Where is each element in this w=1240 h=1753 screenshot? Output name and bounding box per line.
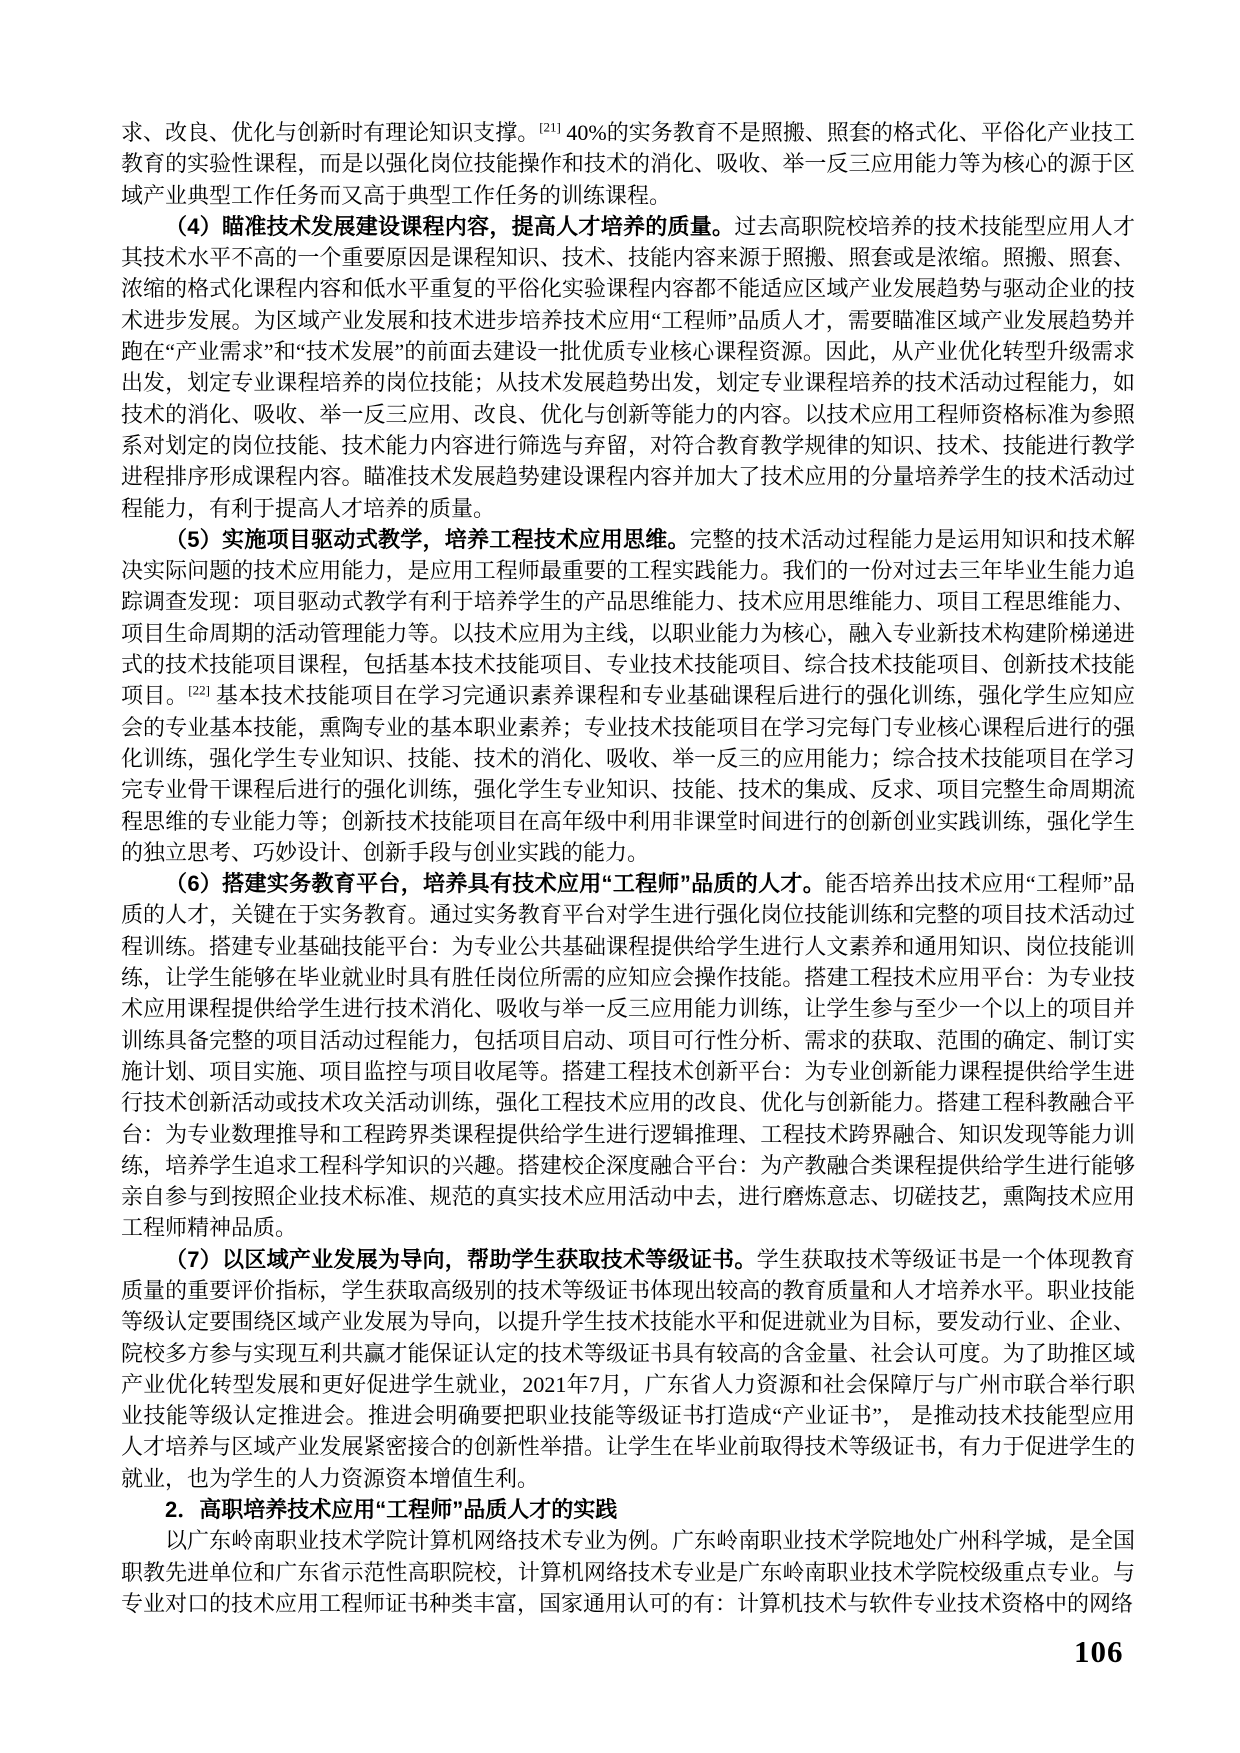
body-text-run: 40%的实务教育不是照搬、照套的格式化、平俗化产业技工教育的实验性课程，而是以强化岗位技能操作和技术的消化、吸收、举一反三应用能力等为核心的源于区域产业典型工作任务而又高于典型工作任务的训练课程。	[121, 120, 1135, 208]
article-body	[121, 117, 1135, 1619]
bold-lead-text: （7）以区域产业发展为导向，帮助学生获取技术等级证书。	[165, 1246, 757, 1272]
page-content	[121, 117, 1135, 1619]
body-text-run: 能否培养出技术应用“工程师”品质的人才，关键在于实务教育。通过实务教育平台对学生进行强化岗位技能训练和完整的项目技术活动过程训练。搭建专业基础技能平台：为专业公共基础课程提供给学生进行人文素养和通用知识、岗位技能训练，让学生能够在毕业就业时具有胜任岗位所需的应知应会操作技能。搭建工程技术应用平台：为专业技术应用课程提供给学生进行技术消化、吸收与举一反三应用能力训练，让学生参与至少一个以上的项目并训练具备完整的项目活动过程能力，包括项目启动、项目可行性分析、需求的获取、范围的确定、制订实施计划、项目实施、项目监控与项目收尾等。搭建工程技术创新平台：为专业创新能力课程提供给学生进行技术创新活动或技术攻关活动训练，强化工程技术应用的改良、优化与创新能力。搭建工程科教融合平台：为专业数理推导和工程跨界类课程提供给学生进行逻辑推理、工程技术跨界融合、知识发现等能力训练，培养学生追求工程科学知识的兴趣。搭建校企深度融合平台：为产教融合类课程提供给学生进行能够亲自参与到按照企业技术标准、规范的真实技术应用活动中去，进行磨炼意志、切磋技艺，熏陶技术应用工程师精神品质。	[121, 871, 1136, 1241]
bold-lead-text: 2．高职培养技术应用“工程师”品质人才的实践	[165, 1497, 618, 1523]
bold-lead-text: （4）瞄准技术发展建设课程内容，提高人才培养的质量。	[165, 213, 735, 239]
bold-lead-text: （5）实施项目驱动式教学，培养工程技术应用思维。	[165, 526, 690, 552]
citation-marker: [21]	[539, 119, 561, 135]
paragraph-continuation	[121, 117, 1135, 211]
paragraph-practice-intro	[121, 1525, 1135, 1619]
paragraph-point-4	[121, 211, 1135, 524]
body-text-run: 完整的技术活动过程能力是运用知识和技术解决实际问题的技术应用能力，是应用工程师最重要的工程实践能力。我们的一份对过去三年毕业生能力追踪调查发现：项目驱动式教学有利于培养学生的产品思维能力、技术应用思维能力、项目工程思维能力、项目生命周期的活动管理能力等。以技术应用为主线，以职业能力为核心，融入专业新技术构建阶梯递进式的技术技能项目课程，包括基本技术技能项目、专业技术技能项目、综合技术技能项目、创新技术技能项目。	[121, 526, 1135, 709]
paragraph-point-5	[121, 524, 1135, 868]
body-text-run: 以广东岭南职业技术学院计算机网络技术专业为例。广东岭南职业技术学院地处广州科学城，是全国职教先进单位和广东省示范性高职院校，计算机网络技术专业是广东岭南职业技术学院校级重点专业。与专业对口的技术应用工程师证书种类丰富，国家通用认可的有：计算机技术与软件专业技术资格中的网络	[121, 1528, 1135, 1616]
citation-marker: [22]	[188, 683, 210, 699]
page-number: 106	[1074, 1634, 1124, 1669]
paragraph-point-7	[121, 1244, 1135, 1494]
body-text-run: 过去高职院校培养的技术技能型应用人才其技术水平不高的一个重要原因是课程知识、技术、技能内容来源于照搬、照套或是浓缩。照搬、照套、浓缩的格式化课程内容和低水平重复的平俗化实验课程内容都不能适应区域产业发展趋势与驱动企业的技术进步发展。为区域产业发展和技术进步培养技术应用“工程师”品质人才，需要瞄准区域产业发展趋势并跑在“产业需求”和“技术发展”的前面去建设一批优质专业核心课程资源。因此，从产业优化转型升级需求出发，划定专业课程培养的岗位技能；从技术发展趋势出发，划定专业课程培养的技术活动过程能力，如技术的消化、吸收、举一反三应用、改良、优化与创新等能力的内容。以技术应用工程师资格标准为参照系对划定的岗位技能、技术能力内容进行筛选与弃留，对符合教育教学规律的知识、技术、技能进行教学进程排序形成课程内容。瞄准技术发展趋势建设课程内容并加大了技术应用的分量培养学生的技术活动过程能力，有利于提高人才培养的质量。	[121, 213, 1135, 521]
section-heading-2	[121, 1494, 1135, 1525]
body-text-run: 学生获取技术等级证书是一个体现教育质量的重要评价指标，学生获取高级别的技术等级证书体现出较高的教育质量和人才培养水平。职业技能等级认定要围绕区域产业发展为导向，以提升学生技术技能水平和促进就业为目标，要发动行业、企业、院校多方参与实现互利共赢才能保证认定的技术等级证书具有较高的含金量、社会认可度。为了助推区域产业优化转型发展和更好促进学生就业，2021年7月，广东省人力资源和社会保障厅与广州市联合举行职业技能等级认定推进会。推进会明确要把职业技能等级证书打造成“产业证书”， 是推动技术技能型应用人才培养与区域产业发展紧密接合的创新性举措。让学生在毕业前取得技术等级证书，有力于促进学生的就业，也为学生的人力资源资本增值生利。	[121, 1246, 1135, 1491]
body-text-run: 基本技术技能项目在学习完通识素养课程和专业基础课程后进行的强化训练，强化学生应知应会的专业基本技能，熏陶专业的基本职业素养；专业技术技能项目在学习完每门专业核心课程后进行的强化训练，强化学生专业知识、技能、技术的消化、吸收、举一反三的应用能力；综合技术技能项目在学习完专业骨干课程后进行的强化训练，强化学生专业知识、技能、技术的集成、反求、项目完整生命周期流程思维的专业能力等；创新技术技能项目在高年级中利用非课堂时间进行的创新创业实践训练，强化学生的独立思考、巧妙设计、创新手段与创业实践的能力。	[121, 683, 1135, 865]
bold-lead-text: （6）搭建实务教育平台，培养具有技术应用“工程师”品质的人才。	[165, 871, 826, 897]
body-text-run: 求、改良、优化与创新时有理论知识支撑。	[121, 120, 540, 145]
paragraph-point-6	[121, 868, 1135, 1244]
